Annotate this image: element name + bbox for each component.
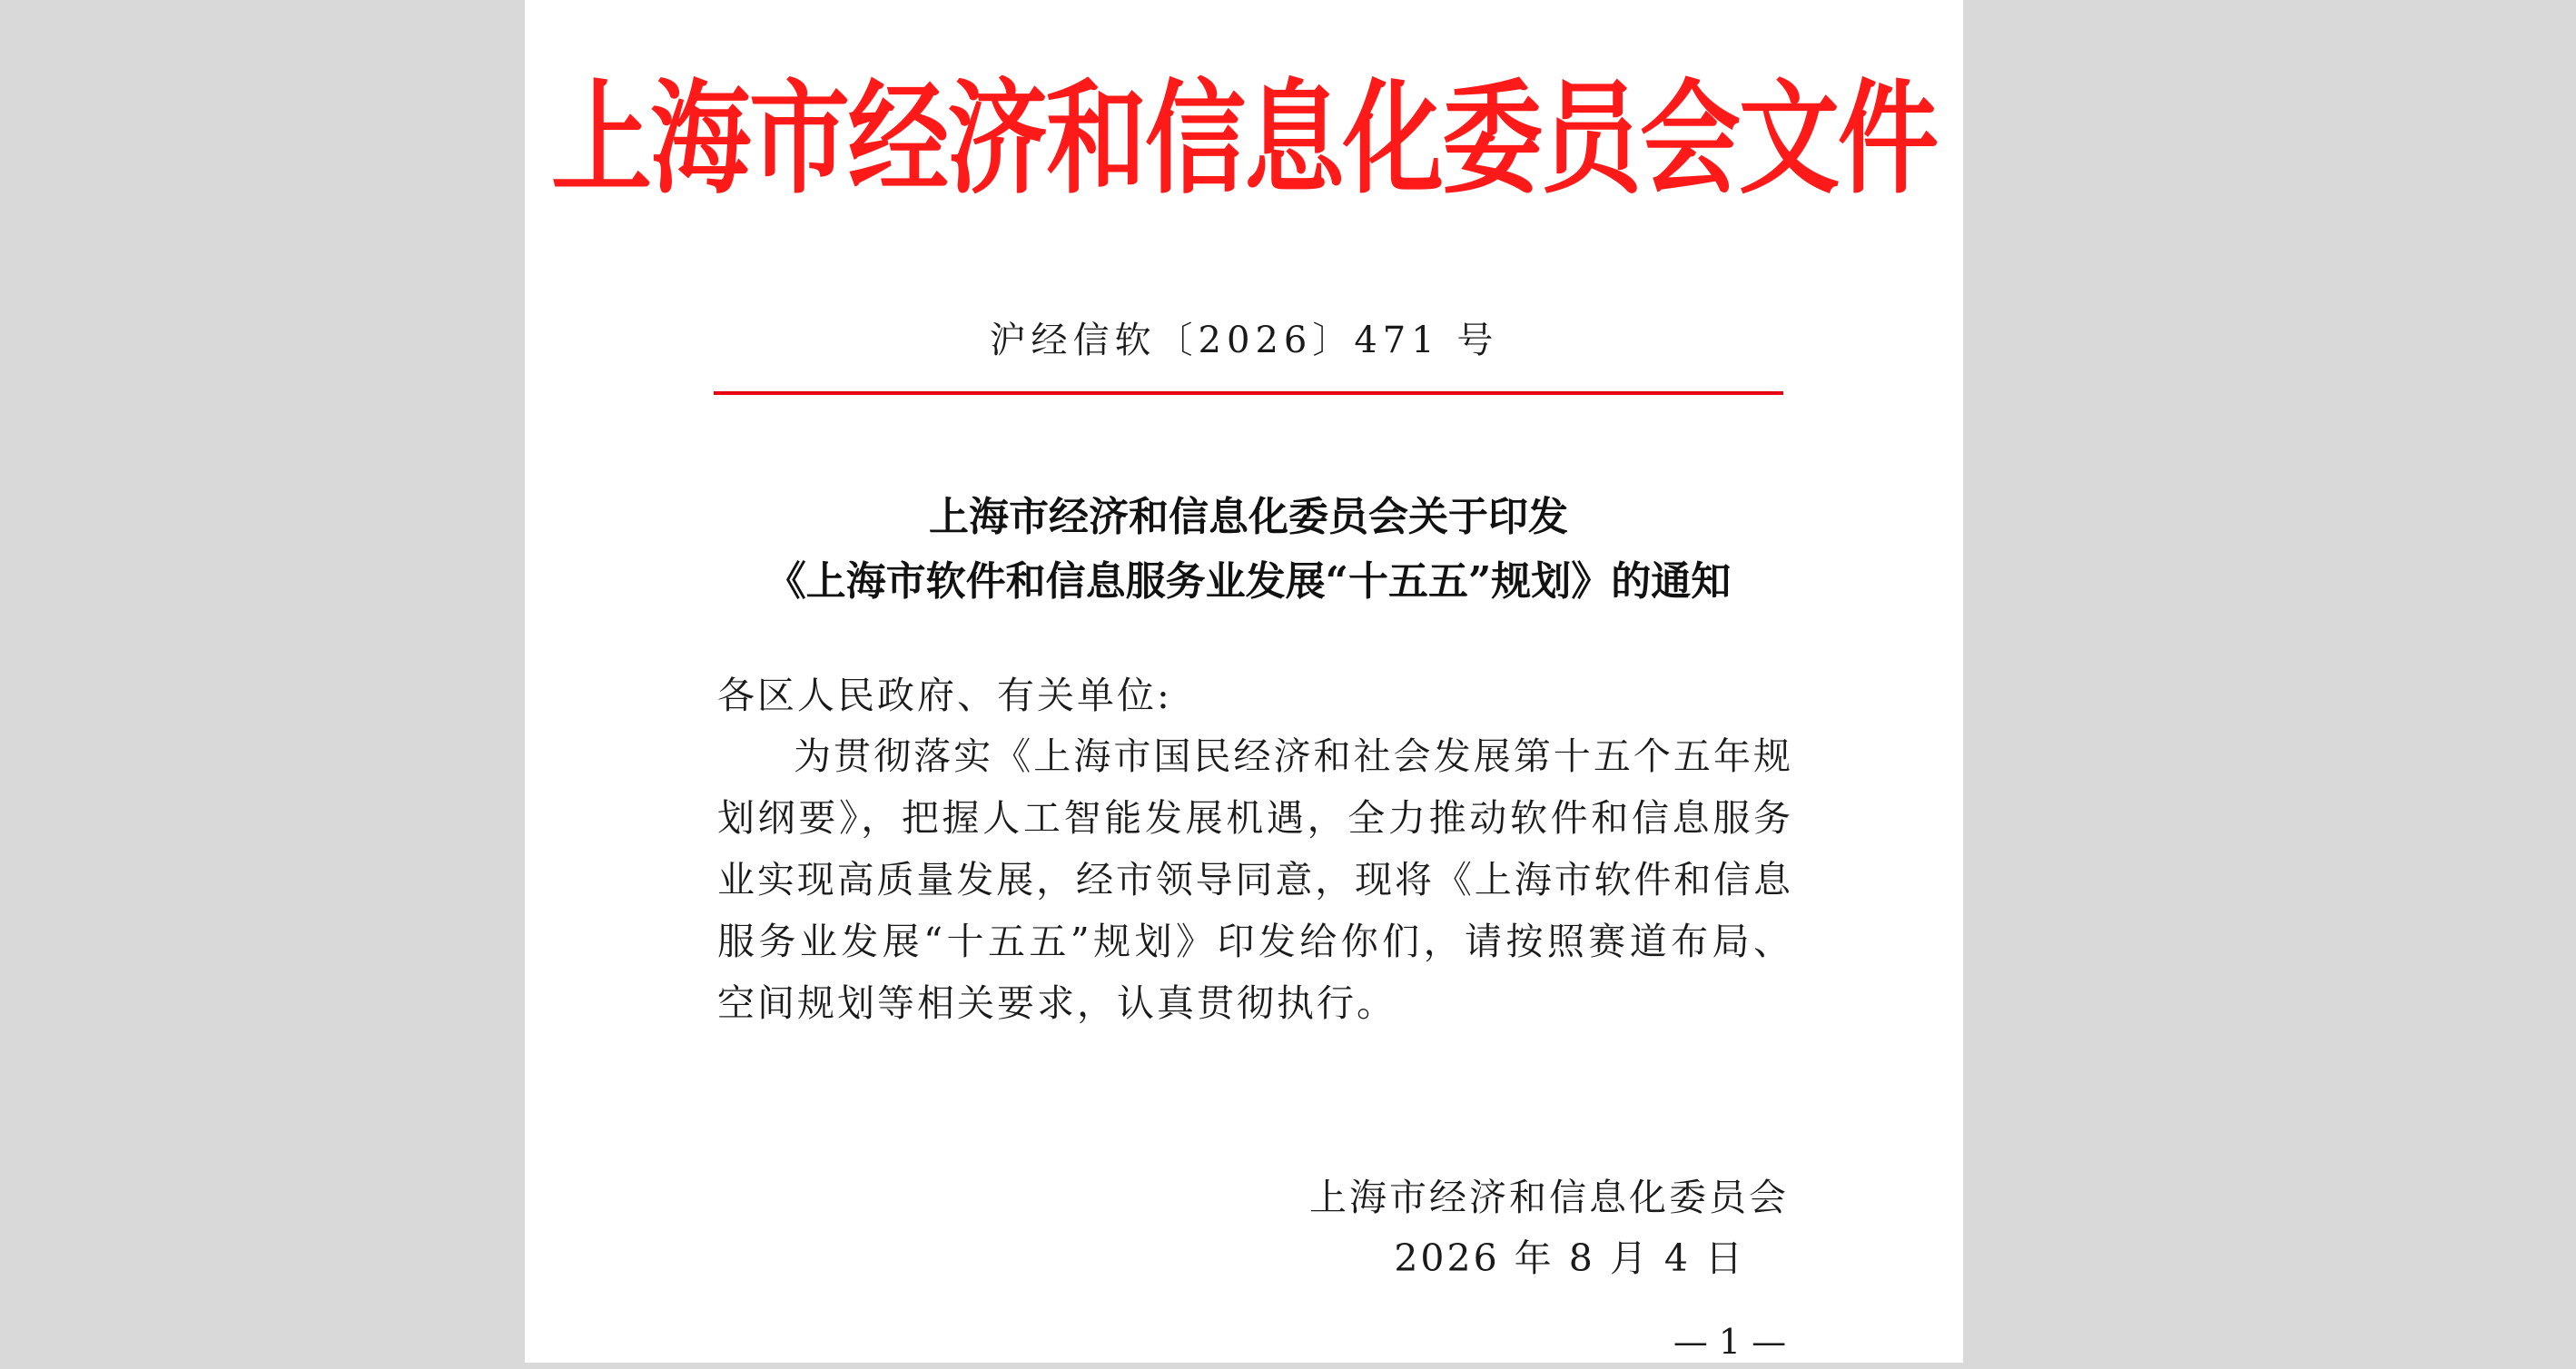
document-page [525,0,1963,1363]
red-divider-line [714,391,1783,395]
signature-issuer: 上海市经济和信息化委员会 [1309,1176,1789,1219]
body-line-4: 服务业发展“十五五”规划》印发给你们，请按照赛道布局、 [717,920,1791,963]
page-number: — 1 — [1673,1322,1787,1362]
signature-date: 2026 年 8 月 4 日 [1394,1236,1745,1280]
masthead-title: 上海市经济和信息化委员会文件 [550,67,1937,212]
body-line-2: 划纲要》，把握人工智能发展机遇，全力推动软件和信息服务 [717,796,1791,840]
notice-title-line-1: 上海市经济和信息化委员会关于印发 [929,494,1568,540]
body-line-5: 空间规划等相关要求，认真贯彻执行。 [717,981,1397,1025]
document-number: 沪经信软〔2026〕471 号 [989,320,1499,361]
body-line-1: 为贯彻落实《上海市国民经济和社会发展第十五个五年规 [794,734,1791,778]
body-line-3: 业实现高质量发展，经市领导同意，现将《上海市软件和信息 [717,858,1791,901]
notice-title-line-2: 《上海市软件和信息服务业发展“十五五”规划》的通知 [765,558,1732,605]
salutation: 各区人民政府、有关单位: [717,674,1172,717]
